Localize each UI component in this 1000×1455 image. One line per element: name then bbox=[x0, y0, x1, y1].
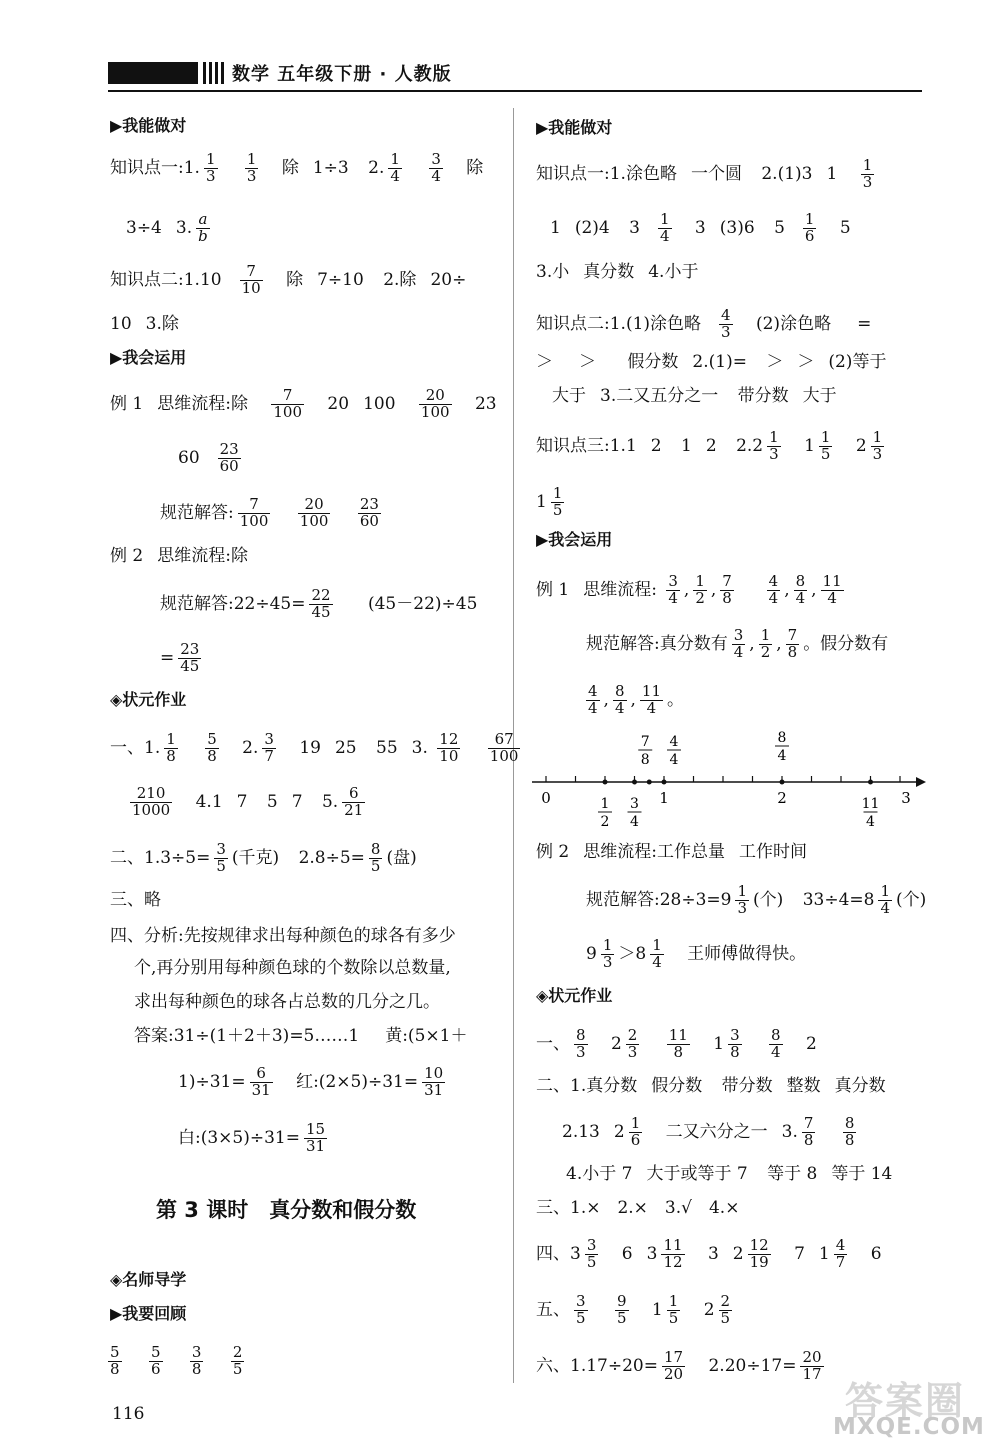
heading-woyao-huigu: ▶我要回顾 bbox=[110, 1304, 187, 1323]
number-line-point bbox=[868, 780, 873, 785]
page-number: 116 bbox=[112, 1404, 145, 1424]
fraction: $\frac{3}{7}$ bbox=[264, 730, 274, 765]
fraction: $\frac{7}{8}$ bbox=[787, 626, 798, 661]
fraction: $\frac{7}{100}$ bbox=[273, 386, 303, 421]
right-line: 知识点三:1.1 2 1 2 2.2 $\frac{1}{3}$ 1 $\frac{1}{5}$ 2 $\frac{1}{3}$ bbox=[536, 428, 883, 463]
fraction: $\frac{6}{31}$ bbox=[251, 1064, 271, 1099]
left-line: 知识点一:1. $\frac{1}{3}$ $\frac{1}{3}$ 除 1÷3 2. $\frac{1}{4}$ $\frac{3}{4}$ 除 bbox=[110, 150, 484, 185]
fraction: $\frac{12}{10}$ bbox=[439, 730, 459, 765]
right-line: 一、 $\frac{8}{3}$ 2 $\frac{2}{3}$ $\frac{11}{8}$ 1 $\frac{3}{8}$ $\frac{8}{4}$ 2 bbox=[536, 1026, 817, 1061]
fraction: $\frac{6}{21}$ bbox=[344, 784, 364, 819]
header-ticks bbox=[203, 62, 227, 89]
left-line: 例 2 思维流程:除 bbox=[110, 546, 248, 566]
number-line-upper-fraction-numerator: 7 bbox=[640, 734, 650, 750]
left-line: 规范解答:22÷45= $\frac{22}{45}$ (45－22)÷45 bbox=[160, 586, 478, 621]
fraction: $\frac{22}{45}$ bbox=[311, 586, 331, 621]
fraction: $\frac{5}{6}$ bbox=[150, 1343, 161, 1378]
fraction: $\frac{3}{8}$ bbox=[191, 1343, 202, 1378]
fraction: $\frac{1}{5}$ bbox=[552, 484, 563, 519]
heading-wohui-yunyong-right: ▶我会运用 bbox=[536, 530, 613, 549]
number-line-point bbox=[780, 780, 785, 785]
header-black-bar bbox=[108, 62, 198, 84]
number-line-upper-fraction-numerator: 4 bbox=[669, 734, 679, 750]
fraction: $\frac{3}{4}$ bbox=[431, 150, 441, 185]
fraction: $\frac{8}{4}$ bbox=[771, 1026, 781, 1061]
fraction: $\frac{7}{8}$ bbox=[803, 1114, 814, 1149]
right-line: 规范解答:28÷3=9 $\frac{1}{3}$ (个) 33÷4=8 $\frac{1}{4}$ (个) bbox=[586, 882, 927, 917]
number-line-lower-fraction-numerator: 11 bbox=[861, 796, 880, 812]
left-line: 一、1. $\frac{1}{8}$ $\frac{5}{8}$ 2. $\frac{3}{7}$ 19 25 55 3. $\frac{12}{10}$ $\frac{67}{100}$ bbox=[110, 730, 519, 765]
fraction: $\frac{1}{2}$ bbox=[760, 626, 771, 661]
fraction: $\frac{1}{2}$ bbox=[695, 572, 705, 607]
fraction: $\frac{8}{4}$ bbox=[795, 572, 806, 607]
left-line: 答案:31÷(1＋2＋3)=5……1 黄:(5×1＋ bbox=[134, 1026, 468, 1046]
fraction: $\frac{5}{8}$ bbox=[207, 730, 217, 765]
fraction: $\frac{3}{5}$ bbox=[216, 840, 226, 875]
fraction: $\frac{7}{10}$ bbox=[241, 262, 261, 297]
right-line: 1 $\frac{1}{5}$ bbox=[536, 484, 563, 519]
header-rule bbox=[108, 90, 922, 92]
fraction: $\frac{1}{4}$ bbox=[652, 936, 662, 971]
watermark-url: MXQE.COM bbox=[833, 1414, 985, 1440]
fraction: $\frac{3}{4}$ bbox=[733, 626, 744, 661]
fraction: $\frac{3}{8}$ bbox=[730, 1026, 740, 1061]
watermark-logo: 答案圈 bbox=[845, 1379, 966, 1423]
fraction: $\frac{23}{60}$ bbox=[219, 440, 239, 475]
left-line: 规范解答: $\frac{7}{100}$ $\frac{20}{100}$ $\frac{23}{60}$ bbox=[160, 495, 379, 530]
heading-woneng-zuodui-right: ▶我能做对 bbox=[536, 118, 613, 137]
fraction: $\frac{1}{3}$ bbox=[769, 428, 779, 463]
left-line: 个,再分别用每种颜色球的个数除以总数量, bbox=[134, 958, 451, 978]
fraction: $\frac{1}{3}$ bbox=[872, 428, 883, 463]
right-line: 2.13 2 $\frac{1}{6}$ 二又六分之一 3. $\frac{7}{8}$ $\frac{8}{8}$ bbox=[562, 1114, 855, 1149]
lesson-title: 第 3 课时 真分数和假分数 bbox=[156, 1198, 417, 1222]
right-line: 1 (2)4 3 $\frac{1}{4}$ 3 (3)6 5 $\frac{1}{6}$ 5 bbox=[550, 210, 851, 245]
number-line-lower-fraction-denominator: 2 bbox=[600, 814, 610, 830]
right-line: 二、1.真分数 假分数 带分数 整数 真分数 bbox=[536, 1076, 886, 1096]
left-line: $\frac{210}{1000}$ 4.1 7 5 7 5. $\frac{6}{21}$ bbox=[132, 784, 364, 819]
number-line-arrow bbox=[916, 777, 926, 787]
left-line: 四、分析:先按规律求出每种颜色的球各有多少 bbox=[110, 926, 456, 946]
right-line: 例 2 思维流程:工作总量 工作时间 bbox=[536, 842, 807, 862]
fraction: $\frac{5}{8}$ bbox=[110, 1343, 120, 1378]
fraction: $\frac{23}{60}$ bbox=[359, 495, 379, 530]
left-line: 二、1.3÷5= $\frac{3}{5}$ (千克) 2.8÷5= $\frac{8}{5}$ (盘) bbox=[110, 840, 417, 875]
number-line-lower-fraction-denominator: 4 bbox=[630, 814, 639, 830]
heading-woneng-zuodui: ▶我能做对 bbox=[110, 116, 187, 135]
fraction: $\frac{17}{20}$ bbox=[663, 1348, 684, 1383]
left-line: 例 1 思维流程:除 $\frac{7}{100}$ 20 100 $\frac{20}{100}$ 23 bbox=[110, 386, 497, 421]
right-line: 三、1.× 2.× 3.√ 4.× bbox=[536, 1198, 740, 1218]
left-line bbox=[104, 1345, 248, 1378]
number-line-label: 1 bbox=[659, 789, 669, 807]
number-line-point bbox=[647, 780, 652, 785]
fraction: $\frac{20}{17}$ bbox=[802, 1348, 822, 1383]
right-line: 知识点一:1.涂色略 一个圆 2.(1)3 1 $\frac{1}{3}$ bbox=[536, 156, 873, 191]
fraction: $\frac{20}{100}$ bbox=[299, 495, 329, 530]
number-line-upper-fraction-numerator: 8 bbox=[777, 730, 787, 746]
fraction: $\frac{1}{4}$ bbox=[659, 210, 670, 245]
heading-zhuangyuan-zuoye-right: ◈状元作业 bbox=[536, 986, 613, 1005]
number-line-upper-fraction-denominator: 8 bbox=[640, 752, 650, 768]
right-line: 六、1.17÷20= $\frac{17}{20}$ 2.20÷17= $\frac{20}{17}$ bbox=[536, 1348, 822, 1383]
fraction: $\frac{10}{31}$ bbox=[424, 1064, 444, 1099]
fraction: $\frac{1}{6}$ bbox=[630, 1114, 641, 1149]
right-line: ＞ ＞ 假分数 2.(1)= ＞ ＞ (2)等于 bbox=[536, 352, 887, 372]
fraction: $\frac{11}{4}$ bbox=[641, 682, 661, 717]
fraction: $\frac{1}{3}$ bbox=[737, 882, 748, 917]
right-line: 9 $\frac{1}{3}$ ＞8 $\frac{1}{4}$ 王师傅做得快。 bbox=[586, 936, 807, 971]
left-line: 求出每种颜色的球各占总数的几分之几。 bbox=[134, 992, 440, 1012]
fraction: $\frac{1}{5}$ bbox=[668, 1292, 679, 1327]
right-line: 例 1 思维流程: $\frac{3}{4}$ , $\frac{1}{2}$ , $\frac{7}{8}$ $\frac{4}{4}$ , $\frac{8}{4}$ , $\frac{11}{4}$ bbox=[536, 572, 842, 607]
fraction: $\frac{11}{12}$ bbox=[663, 1236, 683, 1271]
fraction: $\frac{7}{100}$ bbox=[239, 495, 269, 530]
fraction: $\frac{20}{100}$ bbox=[420, 386, 450, 421]
fraction: $\frac{1}{8}$ bbox=[166, 730, 176, 765]
fraction: $\frac{15}{31}$ bbox=[306, 1120, 326, 1155]
fraction: $\frac{1}{4}$ bbox=[390, 150, 400, 185]
right-line: 大于 3.二又五分之一 带分数 大于 bbox=[552, 386, 837, 406]
left-line: = $\frac{23}{45}$ bbox=[160, 640, 200, 675]
number-line-label: 3 bbox=[901, 789, 911, 807]
fraction: $\frac{1}{3}$ bbox=[602, 936, 613, 971]
fraction: $\frac{1}{3}$ bbox=[246, 150, 257, 185]
header-title: 数学 五年级下册 · 人教版 bbox=[232, 64, 452, 85]
fraction: $\frac{8}{3}$ bbox=[576, 1026, 586, 1061]
right-line: $\frac{4}{4}$ , $\frac{8}{4}$ , $\frac{11}{4}$ 。 bbox=[588, 682, 684, 717]
fraction: $\frac{1}{5}$ bbox=[820, 428, 831, 463]
fraction: $\frac{210}{1000}$ bbox=[132, 784, 171, 819]
right-line: 4.小于 7 大于或等于 7 等于 8 等于 14 bbox=[566, 1164, 893, 1184]
number-line-point bbox=[603, 780, 608, 785]
fraction: $\frac{7}{8}$ bbox=[722, 572, 732, 607]
heading-zhuangyuan-zuoye: ◈状元作业 bbox=[110, 690, 187, 709]
left-line: 1)÷31= $\frac{6}{31}$ 红:(2×5)÷31= $\frac{10}{31}$ bbox=[178, 1064, 444, 1099]
fraction: $\frac{11}{8}$ bbox=[668, 1026, 688, 1061]
fraction: $\frac{3}{5}$ bbox=[576, 1292, 586, 1327]
right-line: 四、3 $\frac{3}{5}$ 6 3 $\frac{11}{12}$ 3 2 $\frac{12}{19}$ 7 1 $\frac{4}{7}$ 6 bbox=[536, 1236, 882, 1271]
left-line: 3÷4 3. $\frac{a}{b}$ bbox=[126, 210, 208, 245]
left-line: 白:(3×5)÷31= $\frac{15}{31}$ bbox=[178, 1120, 326, 1155]
fraction: $\frac{23}{45}$ bbox=[180, 640, 200, 675]
right-line: 3.小 真分数 4.小于 bbox=[536, 262, 699, 282]
fraction: $\frac{3}{4}$ bbox=[668, 572, 678, 607]
right-line: 五、 $\frac{3}{5}$ $\frac{9}{5}$ 1 $\frac{1}{5}$ 2 $\frac{2}{5}$ bbox=[536, 1292, 731, 1327]
right-line: 知识点二:1.(1)涂色略 $\frac{4}{3}$ (2)涂色略 = bbox=[536, 306, 872, 341]
left-line: 10 3.除 bbox=[110, 314, 179, 334]
right-line: 规范解答:真分数有 $\frac{3}{4}$ , $\frac{1}{2}$ , $\frac{7}{8}$ 。假分数有 bbox=[586, 626, 889, 661]
fraction: $\frac{a}{b}$ bbox=[198, 210, 208, 245]
fraction: $\frac{2}{3}$ bbox=[627, 1026, 638, 1061]
fraction: $\frac{2}{5}$ bbox=[232, 1343, 243, 1378]
number-line-lower-fraction-denominator: 4 bbox=[866, 814, 875, 830]
number-line bbox=[528, 724, 928, 836]
fraction: $\frac{1}{6}$ bbox=[804, 210, 815, 245]
heading-wohui-yunyong: ▶我会运用 bbox=[110, 348, 187, 367]
fraction: $\frac{4}{4}$ bbox=[768, 572, 779, 607]
fraction: $\frac{12}{19}$ bbox=[749, 1236, 769, 1271]
number-line-point bbox=[632, 780, 637, 785]
fraction: $\frac{8}{8}$ bbox=[844, 1114, 855, 1149]
fraction: $\frac{4}{7}$ bbox=[835, 1236, 846, 1271]
number-line-label: 0 bbox=[541, 789, 551, 807]
fraction: $\frac{4}{3}$ bbox=[721, 306, 731, 341]
fraction: $\frac{11}{4}$ bbox=[822, 572, 842, 607]
heading-mingshi-daoxue: ◈名师导学 bbox=[110, 1270, 187, 1289]
fraction: $\frac{8}{4}$ bbox=[614, 682, 625, 717]
left-line: 知识点二:1.10 $\frac{7}{10}$ 除 7÷10 2.除 20÷ bbox=[110, 262, 467, 297]
number-line-upper-fraction-denominator: 4 bbox=[777, 748, 787, 764]
fraction: $\frac{9}{5}$ bbox=[616, 1292, 627, 1327]
fraction: $\frac{1}{4}$ bbox=[880, 882, 891, 917]
fraction: $\frac{3}{5}$ bbox=[586, 1236, 597, 1271]
fraction: $\frac{1}{3}$ bbox=[862, 156, 873, 191]
fraction: $\frac{1}{3}$ bbox=[205, 150, 216, 185]
number-line-upper-fraction-denominator: 4 bbox=[669, 752, 679, 768]
fraction: $\frac{67}{100}$ bbox=[489, 730, 519, 765]
number-line-label: 2 bbox=[777, 789, 787, 807]
number-line-lower-fraction-numerator: 3 bbox=[630, 796, 639, 812]
number-line-point bbox=[662, 780, 667, 785]
left-line: 60 $\frac{23}{60}$ bbox=[178, 440, 239, 475]
left-line: 三、略 bbox=[110, 890, 161, 910]
fraction: $\frac{8}{5}$ bbox=[370, 840, 381, 875]
fraction: $\frac{2}{5}$ bbox=[720, 1292, 731, 1327]
fraction: $\frac{4}{4}$ bbox=[588, 682, 598, 717]
number-line-lower-fraction-numerator: 1 bbox=[600, 796, 610, 812]
